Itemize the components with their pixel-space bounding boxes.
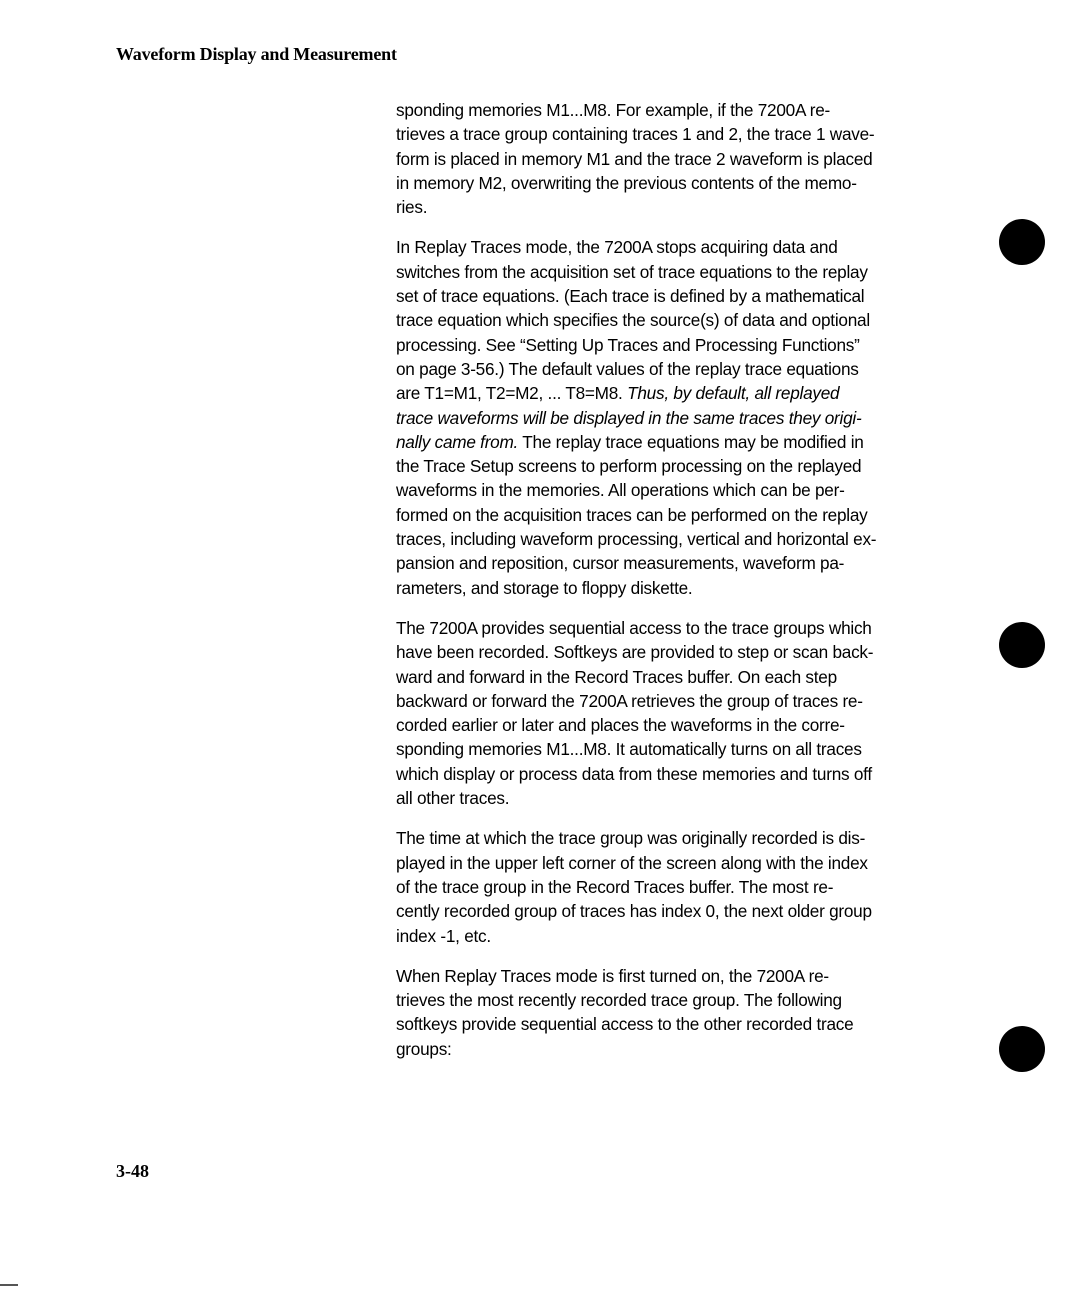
paragraph-2 xyxy=(396,235,964,599)
text-line: in memory M2, overwriting the previous contents of the memo- xyxy=(396,172,857,193)
text-line: rameters, and storage to floppy diskette. xyxy=(396,577,693,598)
text-line xyxy=(396,430,964,454)
text-line: sponding memories M1...M8. It automatically turns on all traces xyxy=(396,739,862,760)
text-line: which display or process data from these memories and turns off xyxy=(396,763,872,784)
italic-text: Thus, by default, all replayed xyxy=(627,383,840,404)
text-line: set of trace equations. (Each trace is defined by a mathematical xyxy=(396,286,865,307)
paragraph-4 xyxy=(396,826,964,947)
paragraph-1 xyxy=(396,98,964,219)
text-line: In Replay Traces mode, the 7200A stops acquiring data and xyxy=(396,237,838,258)
text-line: ries. xyxy=(396,197,428,218)
text-line xyxy=(396,381,964,405)
running-header: Waveform Display and Measurement xyxy=(116,44,397,64)
punch-hole xyxy=(999,1026,1045,1072)
text-line: of the trace group in the Record Traces buffer. The most re- xyxy=(396,876,834,897)
text-line: index -1, etc. xyxy=(396,925,491,946)
text-line: The 7200A provides sequential access to the trace groups which xyxy=(396,617,872,638)
text-segment: are T1=M1, T2=M2, ... T8=M8. xyxy=(396,383,628,404)
text-line: have been recorded. Softkeys are provided to step or scan back- xyxy=(396,642,874,663)
text-line: trieves the most recently recorded trace group. The following xyxy=(396,990,842,1011)
text-line: switches from the acquisition set of trace equations to the replay xyxy=(396,261,868,282)
text-line: backward or forward the 7200A retrieves the group of traces re- xyxy=(396,690,863,711)
text-segment: The replay trace equations may be modified in xyxy=(518,431,864,452)
text-line: cently recorded group of traces has index 0, the next older group xyxy=(396,901,872,922)
punch-hole xyxy=(999,219,1045,265)
page-number: 3-48 xyxy=(116,1161,149,1181)
text-line: the Trace Setup screens to perform processing on the replayed xyxy=(396,456,862,477)
italic-text-line: trace waveforms will be displayed in the same traces they origi- xyxy=(396,407,862,428)
text-line: on page 3-56.) The default values of the replay trace equations xyxy=(396,358,859,379)
text-line: processing. See “Setting Up Traces and Processing Functions” xyxy=(396,334,860,355)
text-line: The time at which the trace group was originally recorded is dis- xyxy=(396,828,866,849)
text-line: When Replay Traces mode is first turned on, the 7200A re- xyxy=(396,965,829,986)
text-line: corded earlier or later and places the waveforms in the corre- xyxy=(396,715,845,736)
text-line: waveforms in the memories. All operations which can be per- xyxy=(396,480,845,501)
text-line: form is placed in memory M1 and the trace 2 waveform is placed xyxy=(396,148,873,169)
body-text xyxy=(396,98,964,1077)
text-line: all other traces. xyxy=(396,788,510,809)
text-line: trace equation which specifies the source(s) of data and optional xyxy=(396,310,870,331)
text-line: sponding memories M1...M8. For example, if the 7200A re- xyxy=(396,100,831,120)
italic-text: nally came from. xyxy=(396,431,519,452)
text-line: trieves a trace group containing traces 1 and 2, the trace 1 wave- xyxy=(396,124,875,145)
text-line: played in the upper left corner of the screen along with the index xyxy=(396,852,868,873)
text-line: groups: xyxy=(396,1038,452,1059)
paragraph-3 xyxy=(396,616,964,810)
punch-hole xyxy=(999,622,1045,668)
scan-edge-mark xyxy=(0,1284,18,1286)
paragraph-5 xyxy=(396,964,964,1061)
text-line: formed on the acquisition traces can be performed on the replay xyxy=(396,504,868,525)
text-line: traces, including waveform processing, vertical and horizontal ex- xyxy=(396,529,877,550)
text-line: softkeys provide sequential access to the other recorded trace xyxy=(396,1014,854,1035)
text-line: ward and forward in the Record Traces buffer. On each step xyxy=(396,666,837,687)
text-line: pansion and reposition, cursor measurements, waveform pa- xyxy=(396,553,845,574)
